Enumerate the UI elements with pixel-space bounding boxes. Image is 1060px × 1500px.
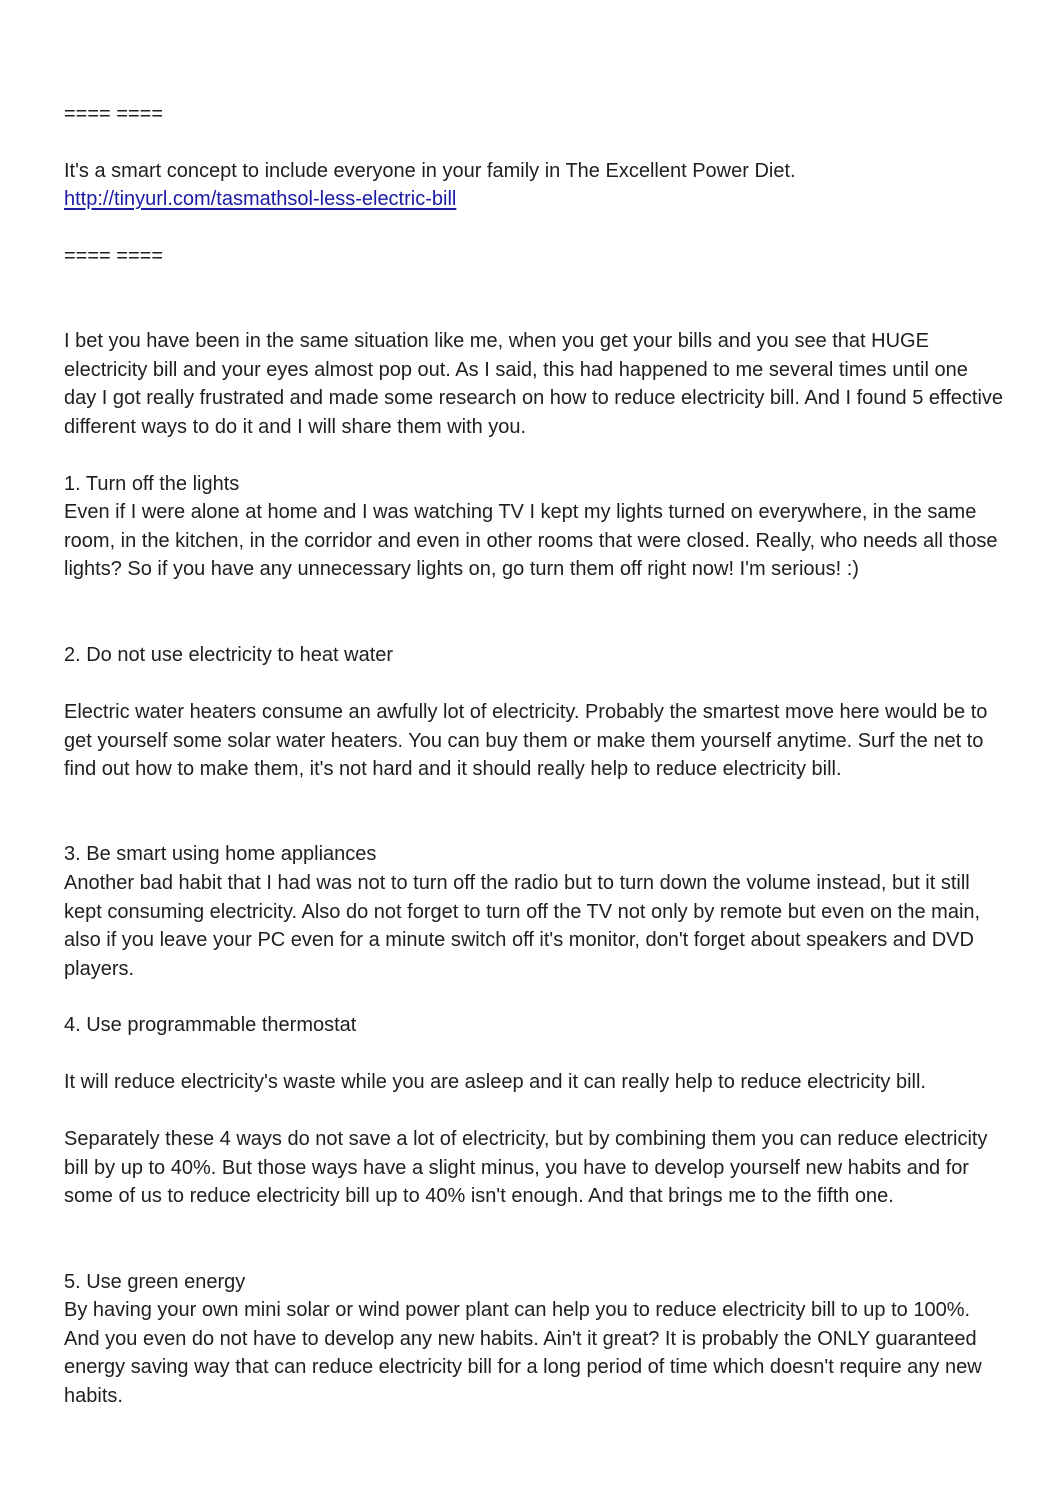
tip1-body: Even if I were alone at home and I was watching TV I kept my lights turned on everywhere, in the same room, in the kitchen, in the corridor and even in other rooms that were closed. Really, who needs all those lights? So if you have any unnecessary lights on, go turn them off right now! I'm serious! :) — [64, 501, 998, 580]
tip5-heading: 5. Use green energy — [64, 1271, 246, 1293]
tip4-heading: 4. Use programmable thermostat — [64, 1014, 357, 1036]
promo-link[interactable]: http://tinyurl.com/tasmathsol-less-electric-bill — [64, 188, 457, 210]
tip1-heading: 1. Turn off the lights — [64, 473, 240, 495]
tip4-body: It will reduce electricity's waste while you are asleep and it can really help to reduce electricity bill. — [64, 1071, 926, 1093]
tip2-body: Electric water heaters consume an awfully lot of electricity. Probably the smartest move here would be to get yourself some solar water heaters. You can buy them or make them yourself anytime. Surf the net to find out how to make them, it's not hard and it should really help to reduce electricity bill. — [64, 701, 988, 780]
summary-paragraph: Separately these 4 ways do not save a lot of electricity, but by combining them you can reduce electricity bill by up to 40%. But those ways have a slight minus, you have to develop yourself new habits and for some of us to reduce electricity bill up to 40% isn't enough. And that brings me to the fifth one. — [64, 1128, 988, 1207]
tip2-heading: 2. Do not use electricity to heat water — [64, 644, 394, 666]
tip3-heading: 3. Be smart using home appliances — [64, 843, 377, 865]
tip3-body: Another bad habit that I had was not to turn off the radio but to turn down the volume instead, but it still kept consuming electricity. Also do not forget to turn off the TV not only by remote but even on the main, also if you leave your PC even for a minute switch off it's monitor, don't forget about speakers and DVD players. — [64, 872, 981, 980]
tip5-body: By having your own mini solar or wind power plant can help you to reduce electricity bill to up to 100%. And you even do not have to develop any new habits. Ain't it great? It is probably the ONLY guaranteed energy saving way that can reduce electricity bill for a long period of time which doesn't require any new habits. — [64, 1299, 982, 1407]
promo-text: It's a smart concept to include everyone in your family in The Excellent Power Diet. — [64, 160, 796, 182]
separator-bottom: ==== ==== — [64, 245, 163, 267]
separator-top: ==== ==== — [64, 103, 163, 125]
intro-paragraph: I bet you have been in the same situation like me, when you get your bills and you see that HUGE electricity bill and your eyes almost pop out. As I said, this had happened to me several times until one day I got really frustrated and made some research on how to reduce electricity bill. And I found 5 effective different ways to do it and I will share them with you. — [64, 330, 1004, 438]
